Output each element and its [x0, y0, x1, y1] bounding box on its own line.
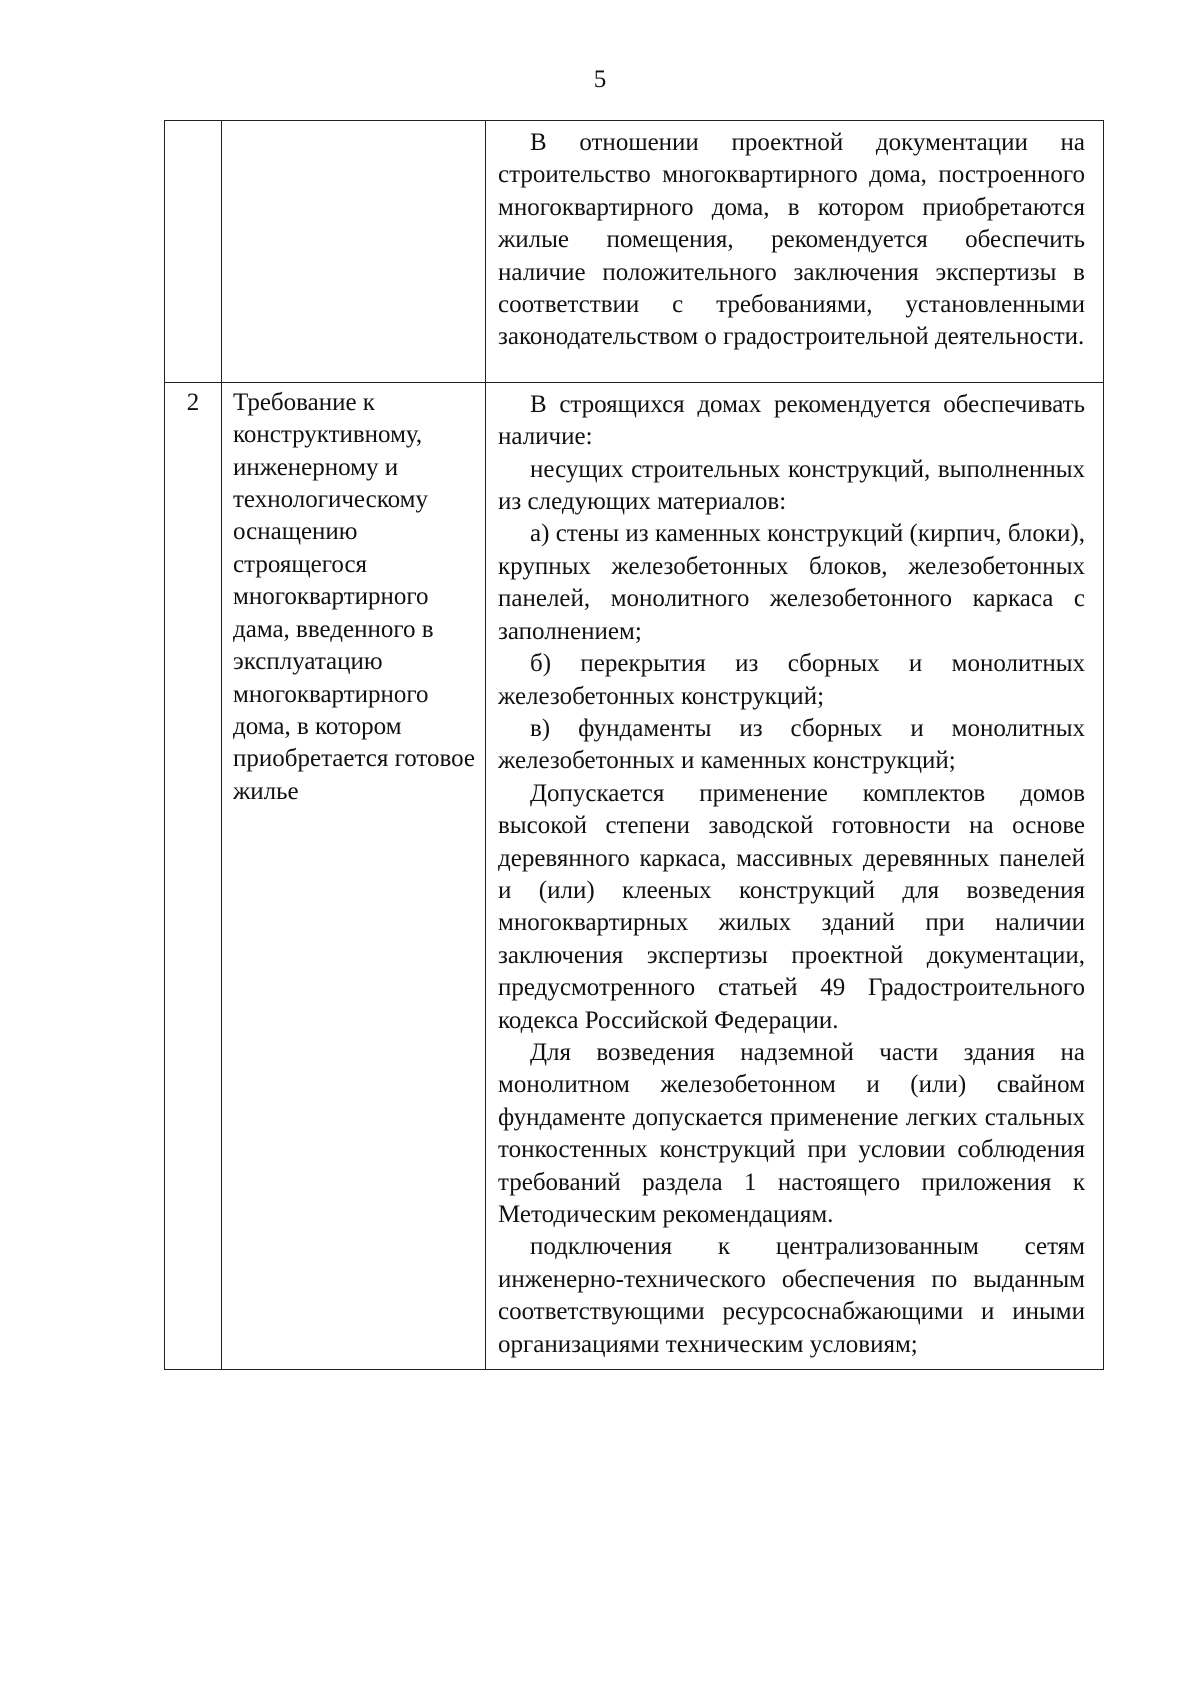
requirement-description-cell: [486, 382, 1104, 1369]
table-row: [165, 382, 1104, 1369]
description-paragraph: подключения к централизованным сетям инженерно-технического обеспечения по выданным соответствующими ресурсоснабжающими и иными организациями техническим условиям;: [498, 1233, 1085, 1358]
table-row: [165, 121, 1104, 383]
requirement-name-cell: Требование к конструктивному, инженерному и технологическому оснащению строящегося многоквартирного дама, введенного в эксплуатацию многоквартирного дома, в котором приобретается готовое жилье: [222, 382, 486, 1369]
requirement-description-cell: [486, 121, 1104, 383]
description-paragraph: а) стены из каменных конструкций (кирпич, блоки), крупных железобетонных блоков, железобетонных панелей, монолитного железобетонного каркаса с заполнением;: [498, 520, 1085, 645]
requirement-name-cell: [222, 121, 486, 383]
description-paragraph: б) перекрытия из сборных и монолитных железобетонных конструкций;: [498, 650, 1085, 710]
row-number-cell: 2: [165, 382, 222, 1369]
description-paragraph: Допускается применение комплектов домов высокой степени заводской готовности на основе деревянного каркаса, массивных деревянных панелей и (или) клееных конструкций для возведения многоквартирных жилых зданий при наличии заключения экспертизы проектной документации, предусмотренного статьей 49 Градостроительного кодекса Российской Федерации.: [498, 779, 1085, 1034]
page-number: 5: [593, 66, 607, 93]
description-paragraph: в) фундаменты из сборных и монолитных железобетонных и каменных конструкций;: [498, 714, 1085, 775]
description-paragraph: несущих строительных конструкций, выполненных из следующих материалов:: [498, 455, 1085, 516]
description-paragraph: В отношении проектной документации на строительство многоквартирного дома, построенного многоквартирного дома, в котором приобретаются жилые помещения, рекомендуется обеспечить наличие положительного заключения экспертизы в соответствии с требованиями, установленными законодательством о градостроительной деятельности.: [498, 129, 1085, 351]
row-number-cell: [165, 121, 222, 383]
requirements-table: [164, 120, 1104, 1370]
description-paragraph: Для возведения надземной части здания на монолитном железобетонном и (или) свайном фундаменте допускается применение легких стальных тонкостенных конструкций при условии соблюдения требований раздела 1 настоящего приложения к Методическим рекомендациям.: [498, 1038, 1085, 1228]
description-paragraph: В строящихся домах рекомендуется обеспечивать наличие:: [498, 390, 1085, 451]
